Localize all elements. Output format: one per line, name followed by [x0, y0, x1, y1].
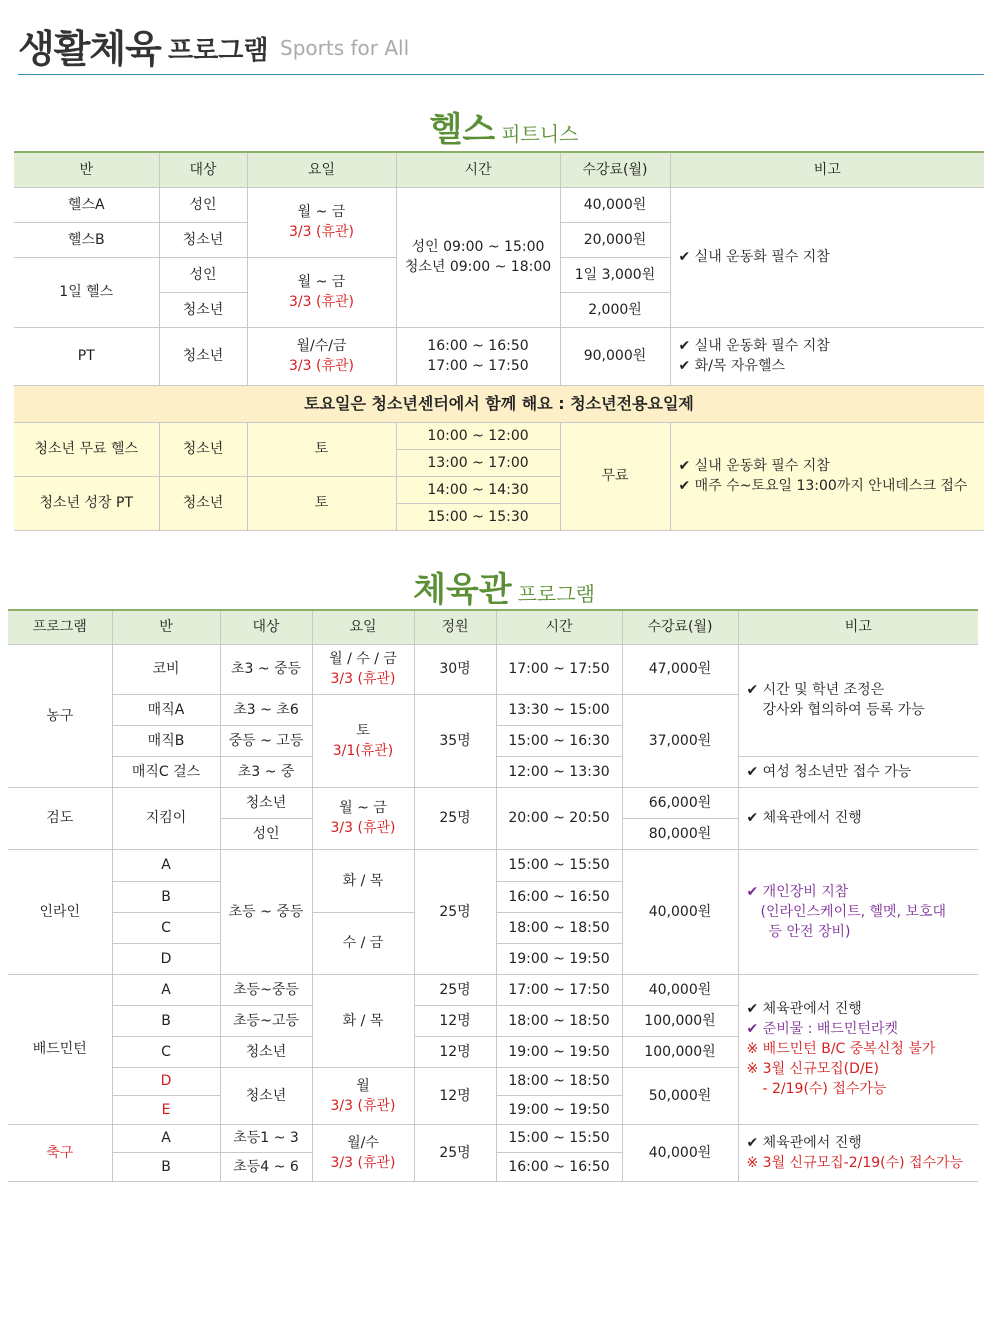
note-text: ✔ 매주 수~토요일 13:00까지 안내데스크 접수	[678, 478, 968, 494]
target-cell: 초등~고등	[220, 1005, 312, 1036]
note-text: ✔ 실내 운동화 필수 지참	[678, 338, 830, 354]
class-cell: A	[112, 849, 220, 881]
gym-subtitle: 프로그램	[517, 582, 595, 606]
col-header: 비고	[670, 152, 984, 187]
time-cell	[396, 327, 560, 385]
table-row	[14, 187, 984, 222]
time-cell: 17:00 ~ 17:50	[496, 974, 622, 1005]
days-cell: 화 / 목	[312, 974, 414, 1067]
col-header: 대상	[220, 610, 312, 644]
days-text: 월 ~ 금	[297, 204, 346, 220]
time-cell: 13:00 ~ 17:00	[396, 449, 560, 476]
col-header: 프로그램	[8, 610, 112, 644]
note-text: ✔ 화/목 자유헬스	[678, 358, 785, 374]
note-text: ※ 3월 신규모집(D/E)	[746, 1061, 879, 1077]
col-header: 시간	[396, 152, 560, 187]
class-cell: C	[112, 912, 220, 943]
target-cell: 청소년	[159, 222, 247, 257]
class-cell: B	[112, 881, 220, 912]
gym-section-title	[0, 562, 1008, 611]
holiday-text: 3/1(휴관)	[332, 742, 394, 759]
table-row	[14, 422, 984, 449]
days-cell	[247, 327, 396, 385]
fee-cell: 90,000원	[560, 327, 670, 385]
class-cell: A	[112, 1124, 220, 1152]
time-cell: 15:00 ~ 15:50	[496, 849, 622, 881]
time-text: 16:00 ~ 16:50	[427, 338, 529, 354]
time-cell: 16:00 ~ 16:50	[496, 881, 622, 912]
col-header: 수강료(월)	[560, 152, 670, 187]
days-cell: 토	[247, 476, 396, 530]
time-cell: 18:00 ~ 18:50	[496, 1067, 622, 1095]
time-cell: 20:00 ~ 20:50	[496, 787, 622, 849]
target-cell: 초등 ~ 중등	[220, 849, 312, 974]
page-subtitle: 프로그램	[168, 36, 269, 66]
fee-cell: 1일 3,000원	[560, 257, 670, 292]
class-cell: B	[112, 1005, 220, 1036]
target-cell: 성인	[159, 257, 247, 292]
fee-cell: 47,000원	[622, 644, 738, 694]
target-cell: 청소년	[159, 422, 247, 476]
fee-cell: 50,000원	[622, 1067, 738, 1124]
target-cell: 청소년	[220, 1067, 312, 1124]
health-table	[14, 151, 984, 531]
time-cell: 15:00 ~ 15:50	[496, 1124, 622, 1152]
days-text: 월 / 수 / 금	[329, 651, 397, 667]
class-cell: D	[112, 1067, 220, 1095]
page-title: 생활체육	[18, 27, 161, 71]
days-cell	[247, 187, 396, 257]
time-cell: 10:00 ~ 12:00	[396, 422, 560, 449]
class-cell: 매직C 걸스	[112, 756, 220, 787]
col-header: 수강료(월)	[622, 610, 738, 644]
time-cell: 19:00 ~ 19:50	[496, 1095, 622, 1124]
time-cell: 16:00 ~ 16:50	[496, 1152, 622, 1181]
table-row	[8, 644, 978, 694]
col-header: 요일	[312, 610, 414, 644]
days-text: 월 ~ 금	[339, 800, 387, 816]
class-cell: 1일 헬스	[14, 257, 159, 327]
time-cell: 15:00 ~ 15:30	[396, 503, 560, 530]
class-cell: D	[112, 943, 220, 974]
class-cell: 청소년 무료 헬스	[14, 422, 159, 476]
days-cell: 토	[247, 422, 396, 476]
days-text: 토	[356, 722, 370, 739]
class-cell: A	[112, 974, 220, 1005]
note-cell: ✔ 체육관에서 진행	[738, 787, 978, 849]
time-cell: 19:00 ~ 19:50	[496, 1036, 622, 1067]
note-text: 등 안전 장비)	[768, 923, 851, 940]
gym-table	[8, 609, 978, 1182]
note-cell: ✔ 실내 운동화 필수 지참	[670, 187, 984, 327]
program-cell: 배드민턴	[8, 974, 112, 1124]
health-subtitle: 피트니스	[501, 122, 579, 146]
col-header: 요일	[247, 152, 396, 187]
class-cell: 지킴이	[112, 787, 220, 849]
fee-cell: 80,000원	[622, 818, 738, 849]
fee-cell: 40,000원	[622, 1124, 738, 1181]
fee-cell: 40,000원	[622, 974, 738, 1005]
class-cell: B	[112, 1152, 220, 1181]
note-cell: ✔ 여성 청소년만 접수 가능	[738, 756, 978, 787]
fee-cell: 20,000원	[560, 222, 670, 257]
target-cell: 초3 ~ 초6	[220, 694, 312, 725]
cap-cell: 35명	[414, 694, 496, 787]
days-cell	[312, 644, 414, 694]
target-cell: 초등1 ~ 3	[220, 1124, 312, 1152]
program-cell: 축구	[8, 1124, 112, 1181]
note-text: 강사와 협의하여 등록 가능	[762, 702, 925, 718]
time-cell: 15:00 ~ 16:30	[496, 725, 622, 756]
note-text: (인라인스케이트, 헬멧, 보호대	[760, 903, 947, 920]
time-adult: 성인 09:00 ~ 15:00	[411, 239, 545, 255]
table-row	[8, 849, 978, 881]
note-text: ✔ 체육관에서 진행	[746, 1001, 862, 1017]
fee-cell: 66,000원	[622, 787, 738, 818]
holiday-text: 3/3 (휴관)	[289, 294, 354, 310]
cap-cell: 25명	[414, 849, 496, 974]
program-cell: 인라인	[8, 849, 112, 974]
col-header: 반	[14, 152, 159, 187]
fee-cell: 무료	[560, 422, 670, 530]
cap-cell: 12명	[414, 1036, 496, 1067]
class-cell: 청소년 성장 PT	[14, 476, 159, 530]
fee-cell: 2,000원	[560, 292, 670, 327]
days-cell	[312, 694, 414, 787]
note-cell	[738, 849, 978, 974]
target-cell: 초등4 ~ 6	[220, 1152, 312, 1181]
class-cell: 헬스B	[14, 222, 159, 257]
note-text: ✔ 체육관에서 진행	[746, 1134, 862, 1151]
target-cell: 청소년	[220, 787, 312, 818]
days-cell	[312, 1067, 414, 1124]
target-cell: 청소년	[159, 292, 247, 327]
health-header-row	[14, 152, 984, 187]
table-row	[8, 974, 978, 1005]
note-cell	[738, 1124, 978, 1181]
cap-cell: 12명	[414, 1005, 496, 1036]
days-cell: 화 / 목	[312, 849, 414, 912]
days-cell	[312, 787, 414, 849]
note-text: ※ 3월 신규모집-2/19(수) 접수가능	[746, 1154, 964, 1171]
class-cell: 매직A	[112, 694, 220, 725]
note-text: - 2/19(수) 접수가능	[762, 1081, 887, 1097]
target-cell: 초3 ~ 중등	[220, 644, 312, 694]
page-header	[18, 14, 984, 75]
fee-cell: 37,000원	[622, 694, 738, 787]
target-cell: 중등 ~ 고등	[220, 725, 312, 756]
note-cell	[670, 422, 984, 530]
target-cell: 초3 ~ 중	[220, 756, 312, 787]
table-row	[8, 787, 978, 818]
program-cell: 농구	[8, 644, 112, 787]
fee-cell: 100,000원	[622, 1036, 738, 1067]
days-cell	[312, 1124, 414, 1181]
note-cell	[738, 974, 978, 1124]
class-cell: C	[112, 1036, 220, 1067]
class-cell: PT	[14, 327, 159, 385]
note-cell	[670, 327, 984, 385]
health-section-title	[0, 102, 1008, 151]
target-cell: 청소년	[159, 476, 247, 530]
col-header: 비고	[738, 610, 978, 644]
saturday-band: 토요일은 청소년센터에서 함께 해요 : 청소년전용요일제	[14, 385, 984, 422]
target-cell: 성인	[159, 187, 247, 222]
col-header: 대상	[159, 152, 247, 187]
target-cell: 초등~중등	[220, 974, 312, 1005]
days-cell	[247, 257, 396, 327]
time-text: 17:00 ~ 17:50	[427, 358, 529, 374]
class-cell: 매직B	[112, 725, 220, 756]
time-cell: 18:00 ~ 18:50	[496, 912, 622, 943]
fee-cell: 40,000원	[560, 187, 670, 222]
holiday-text: 3/3 (휴관)	[289, 224, 354, 240]
target-cell: 성인	[220, 818, 312, 849]
col-header: 반	[112, 610, 220, 644]
time-cell: 12:00 ~ 13:30	[496, 756, 622, 787]
time-cell: 17:00 ~ 17:50	[496, 644, 622, 694]
days-text: 월/수/금	[296, 338, 347, 354]
program-cell: 검도	[8, 787, 112, 849]
note-text: ✔ 개인장비 지참	[746, 883, 849, 900]
days-cell: 수 / 금	[312, 912, 414, 974]
target-cell: 청소년	[159, 327, 247, 385]
time-youth: 청소년 09:00 ~ 18:00	[404, 259, 552, 275]
days-text: 월 ~ 금	[297, 274, 346, 290]
col-header: 시간	[496, 610, 622, 644]
time-cell: 19:00 ~ 19:50	[496, 943, 622, 974]
table-row	[14, 327, 984, 385]
note-text: ✔ 실내 운동화 필수 지참	[678, 458, 830, 474]
note-cell	[738, 644, 978, 756]
cap-cell: 12명	[414, 1067, 496, 1124]
note-text: ✔ 준비물 : 배드민턴라켓	[746, 1021, 899, 1037]
class-cell: 코비	[112, 644, 220, 694]
note-text: ✔ 시간 및 학년 조정은	[746, 682, 885, 698]
page-english-title: Sports for All	[280, 36, 410, 60]
cap-cell: 25명	[414, 1124, 496, 1181]
class-cell: 헬스A	[14, 187, 159, 222]
fee-cell: 40,000원	[622, 849, 738, 974]
health-title: 헬스	[429, 110, 496, 150]
holiday-text: 3/3 (휴관)	[330, 820, 396, 836]
holiday-text: 3/3 (휴관)	[330, 671, 396, 687]
gym-header-row	[8, 610, 978, 644]
note-text: ※ 배드민턴 B/C 중복신청 불가	[746, 1041, 936, 1057]
saturday-band-row	[14, 385, 984, 422]
fee-cell: 100,000원	[622, 1005, 738, 1036]
class-cell: E	[112, 1095, 220, 1124]
days-text: 월	[356, 1077, 370, 1094]
gym-title: 체육관	[413, 570, 512, 610]
holiday-text: 3/3 (휴관)	[330, 1097, 396, 1114]
holiday-text: 3/3 (휴관)	[330, 1154, 396, 1171]
cap-cell: 25명	[414, 974, 496, 1005]
target-cell: 청소년	[220, 1036, 312, 1067]
cap-cell: 30명	[414, 644, 496, 694]
col-header: 정원	[414, 610, 496, 644]
cap-cell: 25명	[414, 787, 496, 849]
days-text: 월/수	[347, 1134, 379, 1151]
time-cell: 13:30 ~ 15:00	[496, 694, 622, 725]
holiday-text: 3/3 (휴관)	[289, 358, 354, 374]
time-cell: 14:00 ~ 14:30	[396, 476, 560, 503]
table-row	[8, 1124, 978, 1152]
time-cell: 18:00 ~ 18:50	[496, 1005, 622, 1036]
time-cell	[396, 187, 560, 327]
